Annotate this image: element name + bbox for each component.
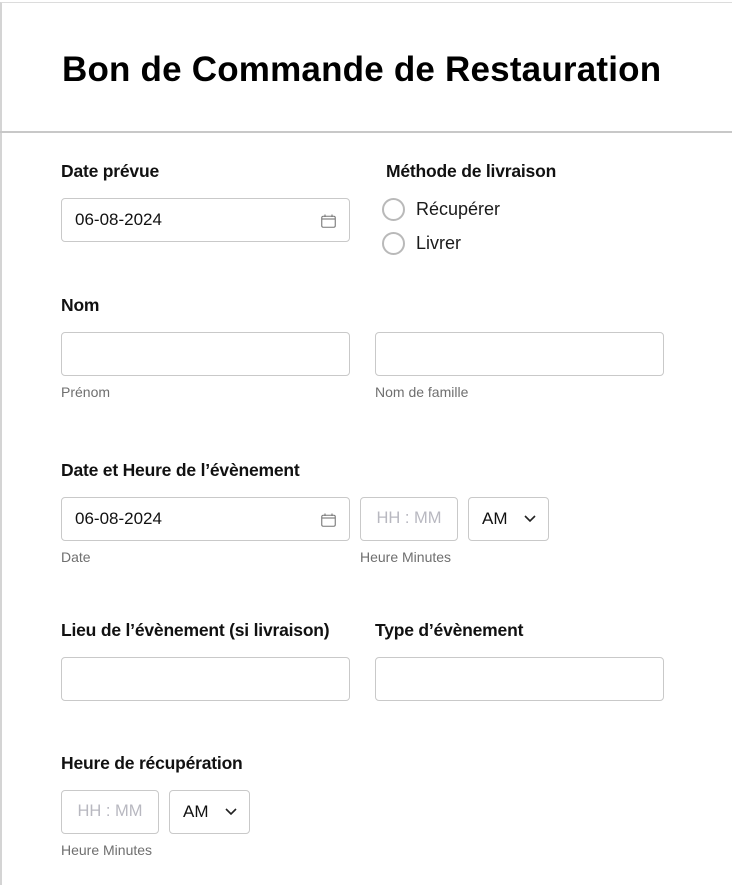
type-evenement-input[interactable]	[375, 657, 664, 701]
type-evenement-label: Type d’évènement	[375, 620, 524, 640]
date-prevue-label: Date prévue	[61, 161, 159, 181]
calendar-icon[interactable]	[321, 214, 336, 228]
radio-option-livrer[interactable]	[382, 232, 461, 255]
event-time-sublabel: Heure Minutes	[360, 549, 452, 565]
event-time-placeholder: HH : MM	[376, 509, 442, 527]
pickup-time-input[interactable]	[61, 790, 159, 834]
pickup-ampm-value: AM	[183, 802, 209, 821]
date-prevue-input[interactable]	[61, 198, 350, 242]
pickup-time-placeholder: HH : MM	[77, 802, 143, 820]
event-date-value: 06-08-2024	[75, 509, 162, 528]
date-prevue-value: 06-08-2024	[75, 210, 162, 229]
prenom-sublabel: Prénom	[61, 384, 111, 400]
radio-option-recuperer[interactable]	[382, 198, 500, 221]
event-time-input[interactable]	[360, 497, 458, 541]
radio-label: Récupérer	[416, 199, 501, 219]
nom-label: Nom	[61, 295, 100, 315]
lieu-evenement-input[interactable]	[61, 657, 350, 701]
heure-recuperation-label: Heure de récupération	[61, 753, 243, 773]
page-title: Bon de Commande de Restauration	[62, 50, 662, 89]
event-ampm-value: AM	[482, 509, 508, 528]
lieu-evenement-label: Lieu de l’évènement (si livraison)	[61, 620, 330, 640]
calendar-icon[interactable]	[321, 513, 336, 527]
methode-livraison-label: Méthode de livraison	[386, 161, 557, 181]
radio-button[interactable]	[382, 198, 405, 221]
nom-famille-sublabel: Nom de famille	[375, 384, 469, 400]
date-heure-evenement-label: Date et Heure de l’évènement	[61, 460, 300, 480]
event-date-sublabel: Date	[61, 549, 91, 565]
radio-label: Livrer	[416, 233, 462, 253]
radio-button[interactable]	[382, 232, 405, 255]
form-header	[0, 2, 732, 133]
event-date-input[interactable]	[61, 497, 350, 541]
chevron-down-icon	[524, 513, 536, 523]
pickup-ampm-select[interactable]	[169, 790, 250, 834]
pickup-time-sublabel: Heure Minutes	[61, 842, 153, 858]
nom-famille-input[interactable]	[375, 332, 664, 376]
event-ampm-select[interactable]	[468, 497, 549, 541]
prenom-input[interactable]	[61, 332, 350, 376]
chevron-down-icon	[225, 806, 237, 816]
